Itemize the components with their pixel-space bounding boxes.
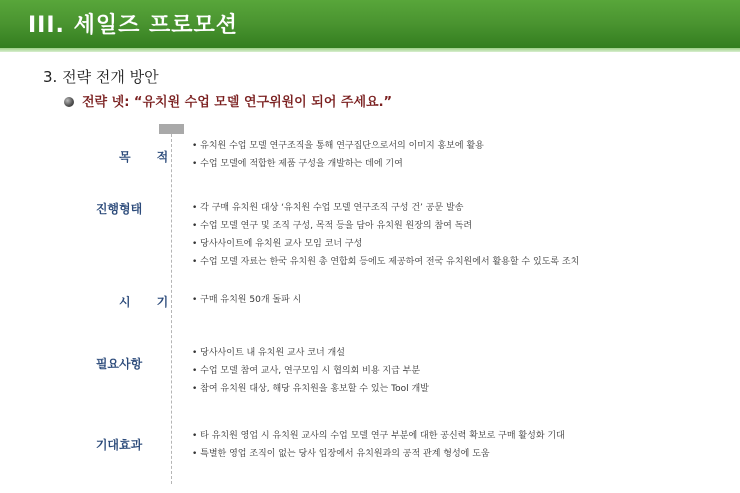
row-items-progress-form (192, 199, 579, 271)
list-item: • 타 유치원 영업 시 유치원 교사의 수업 모델 연구 부분에 대한 공신력 확보로 구매 활성화 기대 (192, 427, 565, 445)
slide-title: III. 세일즈 프로모션 (28, 13, 238, 38)
row-items-purpose (192, 137, 484, 173)
section-title: 3. 전략 전개 방안 (43, 68, 159, 86)
list-item: • 당사사이트에 유치원 교사 모임 코너 구성 (192, 235, 579, 253)
list-item: • 구매 유치원 50개 돌파 시 (192, 291, 301, 309)
list-item: • 수업 모델 참여 교사, 연구모임 시 협의회 비용 지급 부분 (192, 362, 429, 380)
sphere-bullet-icon (64, 97, 74, 107)
list-item: • 각 구매 유치원 대상 ‘유치원 수업 모델 연구조직 구성 건’ 공문 발송 (192, 199, 579, 217)
row-label-purpose: 목적 (119, 150, 195, 164)
row-items-timing (192, 291, 301, 309)
strategy-heading (64, 93, 392, 113)
list-item: • 수업 모델 연구 및 조직 구성, 목적 등을 담아 유치원 원장의 참여 독려 (192, 217, 579, 235)
timeline-marker (159, 124, 184, 134)
row-label-timing: 시기 (119, 295, 195, 309)
row-label-requirements: 필요사항 (95, 357, 143, 371)
row-label-expected-effect: 기대효과 (95, 438, 143, 452)
strategy-label: 전략 넷: “유치원 수업 모델 연구위원이 되어 주세요.” (82, 95, 393, 110)
list-item: • 특별한 영업 조직이 없는 당사 입장에서 유치원과의 공적 관계 형성에 도움 (192, 445, 565, 463)
list-item: • 수업 모델에 적합한 제품 구성을 개발하는 데에 기여 (192, 155, 484, 173)
list-item: • 참여 유치원 대상, 해당 유치원을 홍보할 수 있는 Tool 개발 (192, 380, 429, 398)
list-item: • 수업 모델 자료는 한국 유치원 총 연합회 등에도 제공하여 전국 유치원에서 활용할 수 있도록 조치 (192, 253, 579, 271)
list-item: • 당사사이트 내 유치원 교사 코너 개설 (192, 344, 429, 362)
row-label-progress-form: 진행형태 (95, 202, 143, 216)
row-items-expected-effect (192, 427, 565, 463)
header-bar (0, 0, 740, 52)
row-items-requirements (192, 344, 429, 398)
list-item: • 유치원 수업 모델 연구조직을 통해 연구집단으로서의 이미지 홍보에 활용 (192, 137, 484, 155)
